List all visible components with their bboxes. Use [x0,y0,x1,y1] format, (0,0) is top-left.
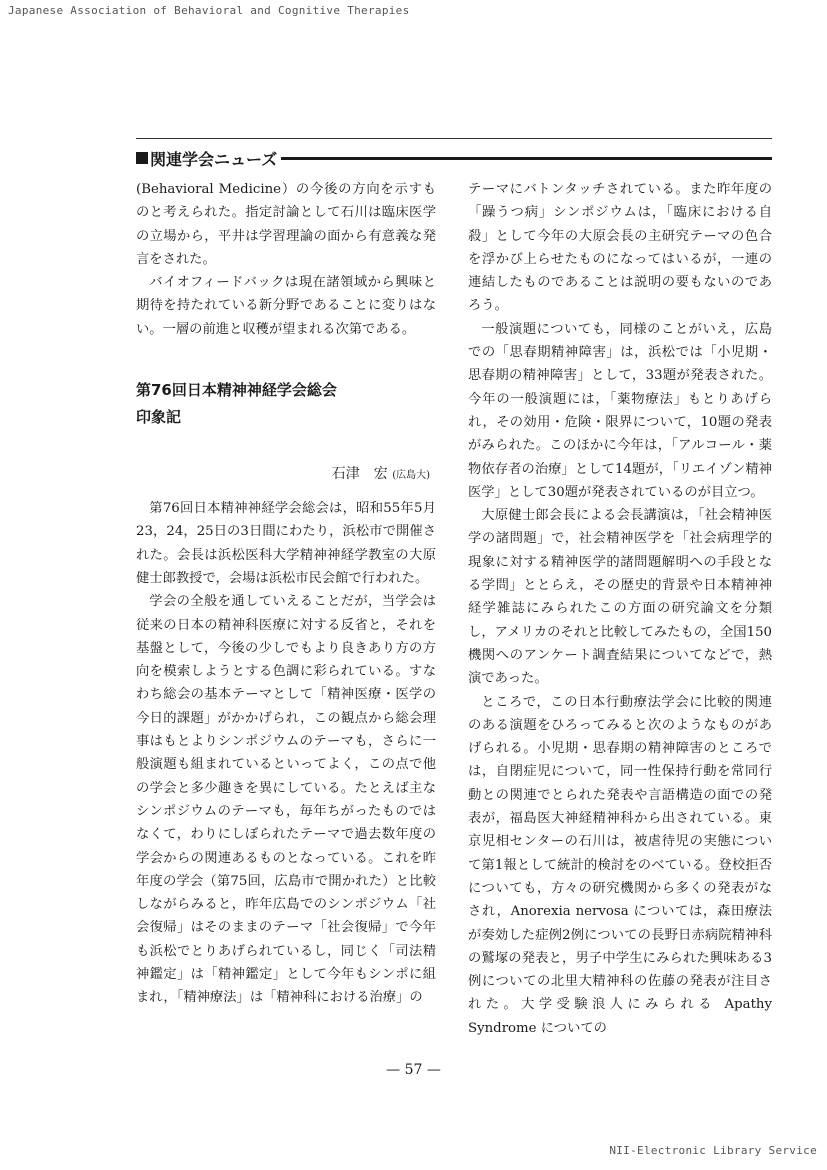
paragraph: バイオフィードバックは現在諸領域から興味と期待を持たれている新分野であることに変りはない。一層の前進と収穫が望まれる次第である。 [136,275,436,337]
article-title [136,377,436,431]
article-title-line: 第76回日本精神神経学会総会 [136,381,337,400]
right-column [468,178,772,1040]
paragraph: テーマにバトンタッチされている。また昨年度の「躁うつ病」シンポジウムは，「臨床における自殺」として今年の大原会長の主研究テーマの色合を浮かび上らせたものになってはいるが，一連の連結したものであることは説明の要もないのであろう。 [468,182,772,314]
section-rule [281,157,772,160]
paragraph: 第76回日本精神神経学会総会は，昭和55年5月23，24，25日の3日間にわたり，浜松市で開催された。会長は浜松医科大学精神神経学教室の大原健士郎教授で，会場は浜松市民会館で行われた。 [136,501,436,586]
paragraph: 大原健士郎会長による会長講演は，「社会精神医学の諸問題」で，社会精神医学を「社会病理学的現象に対する精神医学的諸問題解明への手段となる学問」ととらえ，その歴史的背景や日本精神神経学雑誌にみられたこの方面の研究論文を分類し，アメリカのそれと比較してみたもの，全国150機関へのアンケート調査結果についてなどで，熱演であった。 [468,508,772,687]
author-affiliation: (広島大) [392,470,430,482]
paragraph: ところで，この日本行動療法学会に比較的関連のある演題をひろってみると次のようなものがあげられる。小児期・思春期の精神障害のところでは，自閉症児について，同一性保持行動を常同行動との関連でとられた発表や言語構造の面での発表が，福島医大神経精神科から出されている。東京児相センターの石川は，被虐待児の実態について第1報として統計的検討をのべている。登校拒否についても，方々の研究機関から多くの発表がなされ，Anorexia nervosa については，森田療法が奏効した症例2例についての長野日赤病院精神科の鷲塚の発表と，男子中学生にみられた興味ある3例についての北里大精神科の佐藤の発表が注目された。大学受験浪人にみられる Apathy Syndrome についての [468,694,772,1036]
paragraph: 学会の全般を通していえることだが，当学会は従来の日本の精神科医療に対する反省と，それを基盤として，今後の少しでもより良きあり方の方向を模索しようとする色調に彩られている。すなわち総会の基本テーマとして「精神医療・医学の今日的課題」がかかげられ，この観点から総会理事はもとよりシンポジウムのテーマも，さらに一般演題も組まれているといってよく，この点で他の学会と多少趣きを異にしている。たとえば主なシンポジウムのテーマも，毎年ちがったものではなくて，わりにしぼられたテーマで過去数年度の学会からの関連あるものとなっている。これを昨年度の学会（第75回，広島市で開かれた）と比較しながらみると，昨年広島でのシンポジウム「社会復帰」はそのままのテーマ「社会復帰」で今年も浜松でとりあげられているし，同じく「司法精神鑑定」は「精神鑑定」として今年もシンポに組まれ，「精神療法」は「精神科における治療」の [136,594,436,1006]
footer-service-label: NII-Electronic Library Service [609,1144,817,1157]
article-title-line: 印象記 [136,408,182,427]
left-column [136,178,436,1010]
paragraph: (Behavioral Medicine）の今後の方向を示すものと考えられた。指定討論として石川は臨床医学の立場から，平井は学習理論の面から有意義な発言をされた。 [136,182,436,267]
section-title: 関連学会ニューズ [150,149,278,169]
running-header: Japanese Association of Behavioral and Cognitive Therapies [8,4,410,17]
paragraph: 一般演題についても，同様のことがいえ，広島での「思春期精神障害」は，浜松では「小児期・思春期の精神障害」として，33題が発表された。今年の一般演題には，「薬物療法」もとりあげられ，その効用・危険・限界について，10題の発表がみられた。このほかに今年は，「アルコール・薬物依存者の治療」として14題が，「リエイゾン精神医学」として30題が発表されているのが目立つ。 [468,321,772,500]
author-name: 石津 宏 [331,466,388,483]
top-rule [136,138,772,139]
page-number: — 57 — [386,1062,441,1078]
author-line [136,463,436,483]
section-header [136,146,772,170]
black-square-icon [136,152,148,164]
